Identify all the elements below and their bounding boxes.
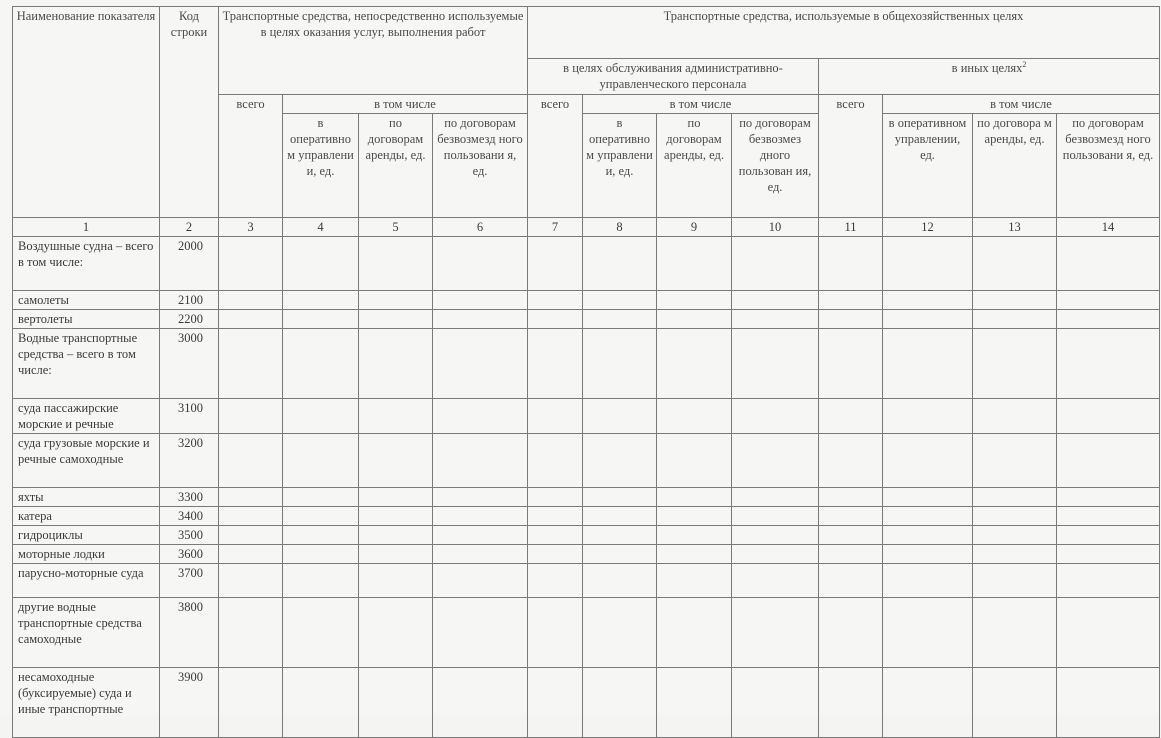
row-code: 3100	[160, 399, 219, 434]
value-cell[interactable]	[883, 329, 973, 399]
value-cell[interactable]	[1057, 507, 1160, 526]
value-cell[interactable]	[219, 564, 283, 598]
value-cell[interactable]	[973, 545, 1057, 564]
value-cell[interactable]	[1057, 291, 1160, 310]
header-admin: в целях обслуживания административно-управленческого персонала	[528, 59, 819, 95]
value-cell[interactable]	[1057, 329, 1160, 399]
transport-table	[12, 6, 1160, 738]
value-cell[interactable]	[359, 237, 433, 291]
header-including-a: в том числе	[283, 95, 528, 114]
value-cell[interactable]	[433, 545, 528, 564]
header-lease-5: по договорам аренды, ед.	[359, 114, 433, 218]
table-row	[13, 545, 1160, 564]
value-cell[interactable]	[283, 526, 359, 545]
column-number: 13	[973, 218, 1057, 237]
row-name: другие водные транспортные средства самоходные	[13, 598, 160, 668]
value-cell[interactable]	[283, 488, 359, 507]
value-cell[interactable]	[359, 399, 433, 434]
value-cell[interactable]	[359, 545, 433, 564]
value-cell[interactable]	[819, 668, 883, 738]
value-cell[interactable]	[528, 291, 583, 310]
value-cell[interactable]	[583, 545, 657, 564]
row-code: 2200	[160, 310, 219, 329]
value-cell[interactable]	[433, 399, 528, 434]
value-cell[interactable]	[219, 329, 283, 399]
row-name: гидроциклы	[13, 526, 160, 545]
value-cell[interactable]	[219, 526, 283, 545]
value-cell[interactable]	[1057, 399, 1160, 434]
value-cell[interactable]	[883, 434, 973, 488]
value-cell[interactable]	[657, 399, 732, 434]
value-cell[interactable]	[528, 507, 583, 526]
value-cell[interactable]	[657, 526, 732, 545]
value-cell[interactable]	[883, 310, 973, 329]
value-cell[interactable]	[1057, 434, 1160, 488]
row-name: суда пассажирские морские и речные	[13, 399, 160, 434]
header-operative-12: в оперативном управлении, ед.	[883, 114, 973, 218]
value-cell[interactable]	[433, 291, 528, 310]
value-cell[interactable]	[219, 598, 283, 668]
value-cell[interactable]	[883, 668, 973, 738]
value-cell[interactable]	[883, 237, 973, 291]
table-body	[13, 237, 1160, 738]
table-row	[13, 310, 1160, 329]
header-total-7: всего	[528, 95, 583, 218]
value-cell[interactable]	[528, 526, 583, 545]
value-cell[interactable]	[883, 598, 973, 668]
value-cell[interactable]	[973, 488, 1057, 507]
value-cell[interactable]	[359, 488, 433, 507]
header-lease-9: по договорам аренды, ед.	[657, 114, 732, 218]
row-code: 3300	[160, 488, 219, 507]
value-cell[interactable]	[219, 434, 283, 488]
value-cell[interactable]	[819, 526, 883, 545]
value-cell[interactable]	[433, 237, 528, 291]
value-cell[interactable]	[528, 237, 583, 291]
row-code: 3800	[160, 598, 219, 668]
value-cell[interactable]	[732, 598, 819, 668]
header-total-3: всего	[219, 95, 283, 218]
table-row	[13, 526, 1160, 545]
value-cell[interactable]	[819, 291, 883, 310]
value-cell[interactable]	[583, 237, 657, 291]
value-cell[interactable]	[732, 291, 819, 310]
value-cell[interactable]	[359, 668, 433, 738]
value-cell[interactable]	[732, 399, 819, 434]
value-cell[interactable]	[283, 545, 359, 564]
row-code: 3500	[160, 526, 219, 545]
header-general-use: Транспортные средства, используемые в общехозяйственных целях	[528, 7, 1160, 59]
value-cell[interactable]	[583, 598, 657, 668]
column-number: 7	[528, 218, 583, 237]
value-cell[interactable]	[283, 507, 359, 526]
header-lease-13: по договора м аренды, ед.	[973, 114, 1057, 218]
value-cell[interactable]	[657, 488, 732, 507]
table-row	[13, 668, 1160, 738]
header-free-6: по договорам безвозмезд ного пользовани я, ед.	[433, 114, 528, 218]
value-cell[interactable]	[528, 434, 583, 488]
value-cell[interactable]	[433, 310, 528, 329]
value-cell[interactable]	[433, 668, 528, 738]
row-code: 3200	[160, 434, 219, 488]
value-cell[interactable]	[1057, 237, 1160, 291]
header-operative-8: в оперативно м управлени и, ед.	[583, 114, 657, 218]
value-cell[interactable]	[973, 399, 1057, 434]
value-cell[interactable]	[219, 291, 283, 310]
column-number: 10	[732, 218, 819, 237]
value-cell[interactable]	[283, 598, 359, 668]
value-cell[interactable]	[583, 488, 657, 507]
row-name: моторные лодки	[13, 545, 160, 564]
value-cell[interactable]	[732, 488, 819, 507]
value-cell[interactable]	[219, 488, 283, 507]
value-cell[interactable]	[732, 564, 819, 598]
value-cell[interactable]	[359, 291, 433, 310]
table-row	[13, 399, 1160, 434]
value-cell[interactable]	[283, 434, 359, 488]
value-cell[interactable]	[219, 237, 283, 291]
value-cell[interactable]	[528, 545, 583, 564]
table-row	[13, 434, 1160, 488]
value-cell[interactable]	[433, 507, 528, 526]
value-cell[interactable]	[433, 526, 528, 545]
value-cell[interactable]	[819, 488, 883, 507]
value-cell[interactable]	[528, 329, 583, 399]
value-cell[interactable]	[433, 598, 528, 668]
row-name: Водные транспортные средства – всего в том числе:	[13, 329, 160, 399]
value-cell[interactable]	[283, 399, 359, 434]
row-name: суда грузовые морские и речные самоходные	[13, 434, 160, 488]
value-cell[interactable]	[819, 329, 883, 399]
value-cell[interactable]	[359, 507, 433, 526]
value-cell[interactable]	[883, 399, 973, 434]
row-code: 3700	[160, 564, 219, 598]
column-number: 1	[13, 218, 160, 237]
column-number: 6	[433, 218, 528, 237]
value-cell[interactable]	[973, 668, 1057, 738]
table-row	[13, 237, 1160, 291]
value-cell[interactable]	[283, 564, 359, 598]
table-row	[13, 488, 1160, 507]
value-cell[interactable]	[583, 526, 657, 545]
value-cell[interactable]	[583, 668, 657, 738]
value-cell[interactable]	[732, 237, 819, 291]
row-name: Воздушные судна – всего в том числе:	[13, 237, 160, 291]
value-cell[interactable]	[528, 488, 583, 507]
header-including-b: в том числе	[583, 95, 819, 114]
value-cell[interactable]	[283, 310, 359, 329]
value-cell[interactable]	[583, 310, 657, 329]
row-name: катера	[13, 507, 160, 526]
row-name: несамоходные (буксируемые) суда и иные транспортные	[13, 668, 160, 738]
value-cell[interactable]	[1057, 545, 1160, 564]
column-numbers-row	[13, 218, 1160, 237]
value-cell[interactable]	[819, 598, 883, 668]
table-header	[13, 7, 1160, 237]
table-row	[13, 598, 1160, 668]
value-cell[interactable]	[433, 564, 528, 598]
value-cell[interactable]	[219, 399, 283, 434]
value-cell[interactable]	[359, 434, 433, 488]
value-cell[interactable]	[657, 668, 732, 738]
value-cell[interactable]	[219, 545, 283, 564]
value-cell[interactable]	[883, 526, 973, 545]
value-cell[interactable]	[819, 545, 883, 564]
value-cell[interactable]	[583, 564, 657, 598]
value-cell[interactable]	[283, 291, 359, 310]
value-cell[interactable]	[583, 291, 657, 310]
value-cell[interactable]	[528, 564, 583, 598]
value-cell[interactable]	[359, 329, 433, 399]
value-cell[interactable]	[359, 598, 433, 668]
row-code: 3900	[160, 668, 219, 738]
value-cell[interactable]	[819, 564, 883, 598]
column-number: 8	[583, 218, 657, 237]
value-cell[interactable]	[1057, 488, 1160, 507]
header-free-14: по договорам безвозмезд ного пользовани я, ед.	[1057, 114, 1160, 218]
value-cell[interactable]	[819, 399, 883, 434]
row-code: 3600	[160, 545, 219, 564]
value-cell[interactable]	[973, 564, 1057, 598]
value-cell[interactable]	[657, 310, 732, 329]
value-cell[interactable]	[732, 668, 819, 738]
header-free-10: по договорам безвозмез дного пользован ия, ед.	[732, 114, 819, 218]
value-cell[interactable]	[1057, 526, 1160, 545]
value-cell[interactable]	[1057, 668, 1160, 738]
row-name: парусно-моторные суда	[13, 564, 160, 598]
value-cell[interactable]	[732, 310, 819, 329]
value-cell[interactable]	[732, 434, 819, 488]
row-name: вертолеты	[13, 310, 160, 329]
column-number: 14	[1057, 218, 1160, 237]
column-number: 4	[283, 218, 359, 237]
value-cell[interactable]	[973, 310, 1057, 329]
value-cell[interactable]	[583, 329, 657, 399]
value-cell[interactable]	[283, 329, 359, 399]
value-cell[interactable]	[819, 507, 883, 526]
value-cell[interactable]	[528, 598, 583, 668]
value-cell[interactable]	[819, 310, 883, 329]
value-cell[interactable]	[219, 668, 283, 738]
value-cell[interactable]	[359, 526, 433, 545]
header-name: Наименование показателя	[13, 7, 160, 218]
value-cell[interactable]	[657, 291, 732, 310]
value-cell[interactable]	[583, 399, 657, 434]
row-code: 2100	[160, 291, 219, 310]
column-number: 3	[219, 218, 283, 237]
row-name: яхты	[13, 488, 160, 507]
value-cell[interactable]	[973, 526, 1057, 545]
value-cell[interactable]	[583, 434, 657, 488]
value-cell[interactable]	[883, 291, 973, 310]
value-cell[interactable]	[433, 488, 528, 507]
value-cell[interactable]	[973, 507, 1057, 526]
column-number: 9	[657, 218, 732, 237]
value-cell[interactable]	[359, 564, 433, 598]
value-cell[interactable]	[732, 507, 819, 526]
value-cell[interactable]	[359, 310, 433, 329]
header-total-11: всего	[819, 95, 883, 218]
value-cell[interactable]	[433, 329, 528, 399]
header-including-c: в том числе	[883, 95, 1160, 114]
value-cell[interactable]	[657, 329, 732, 399]
value-cell[interactable]	[819, 434, 883, 488]
value-cell[interactable]	[973, 329, 1057, 399]
table-row	[13, 291, 1160, 310]
value-cell[interactable]	[973, 291, 1057, 310]
value-cell[interactable]	[219, 310, 283, 329]
row-code: 3400	[160, 507, 219, 526]
value-cell[interactable]	[657, 564, 732, 598]
value-cell[interactable]	[732, 329, 819, 399]
value-cell[interactable]	[283, 668, 359, 738]
value-cell[interactable]	[883, 564, 973, 598]
header-operative-4: в оперативно м управлени и, ед.	[283, 114, 359, 218]
table-row	[13, 329, 1160, 399]
value-cell[interactable]	[973, 434, 1057, 488]
row-name: самолеты	[13, 291, 160, 310]
value-cell[interactable]	[657, 545, 732, 564]
value-cell[interactable]	[1057, 310, 1160, 329]
value-cell[interactable]	[583, 507, 657, 526]
footnote-mark: 2	[1022, 59, 1027, 69]
value-cell[interactable]	[883, 545, 973, 564]
value-cell[interactable]	[657, 507, 732, 526]
value-cell[interactable]	[283, 237, 359, 291]
table-row	[13, 507, 1160, 526]
value-cell[interactable]	[657, 434, 732, 488]
column-number: 5	[359, 218, 433, 237]
value-cell[interactable]	[883, 507, 973, 526]
value-cell[interactable]	[528, 310, 583, 329]
row-code: 2000	[160, 237, 219, 291]
value-cell[interactable]	[433, 434, 528, 488]
column-number: 12	[883, 218, 973, 237]
value-cell[interactable]	[528, 668, 583, 738]
value-cell[interactable]	[1057, 598, 1160, 668]
header-code: Код строки	[160, 7, 219, 218]
value-cell[interactable]	[528, 399, 583, 434]
value-cell[interactable]	[219, 507, 283, 526]
table-row	[13, 564, 1160, 598]
value-cell[interactable]	[732, 526, 819, 545]
value-cell[interactable]	[657, 237, 732, 291]
column-number: 2	[160, 218, 219, 237]
value-cell[interactable]	[657, 598, 732, 668]
header-direct-use: Транспортные средства, непосредственно используемые в целях оказания услуг, выполнения работ	[219, 7, 528, 95]
row-code: 3000	[160, 329, 219, 399]
column-number: 11	[819, 218, 883, 237]
value-cell[interactable]	[973, 237, 1057, 291]
value-cell[interactable]	[883, 488, 973, 507]
value-cell[interactable]	[973, 598, 1057, 668]
value-cell[interactable]	[732, 545, 819, 564]
value-cell[interactable]	[1057, 564, 1160, 598]
value-cell[interactable]	[819, 237, 883, 291]
header-other	[819, 59, 1160, 95]
header-other-text: в иных целях	[951, 61, 1023, 75]
